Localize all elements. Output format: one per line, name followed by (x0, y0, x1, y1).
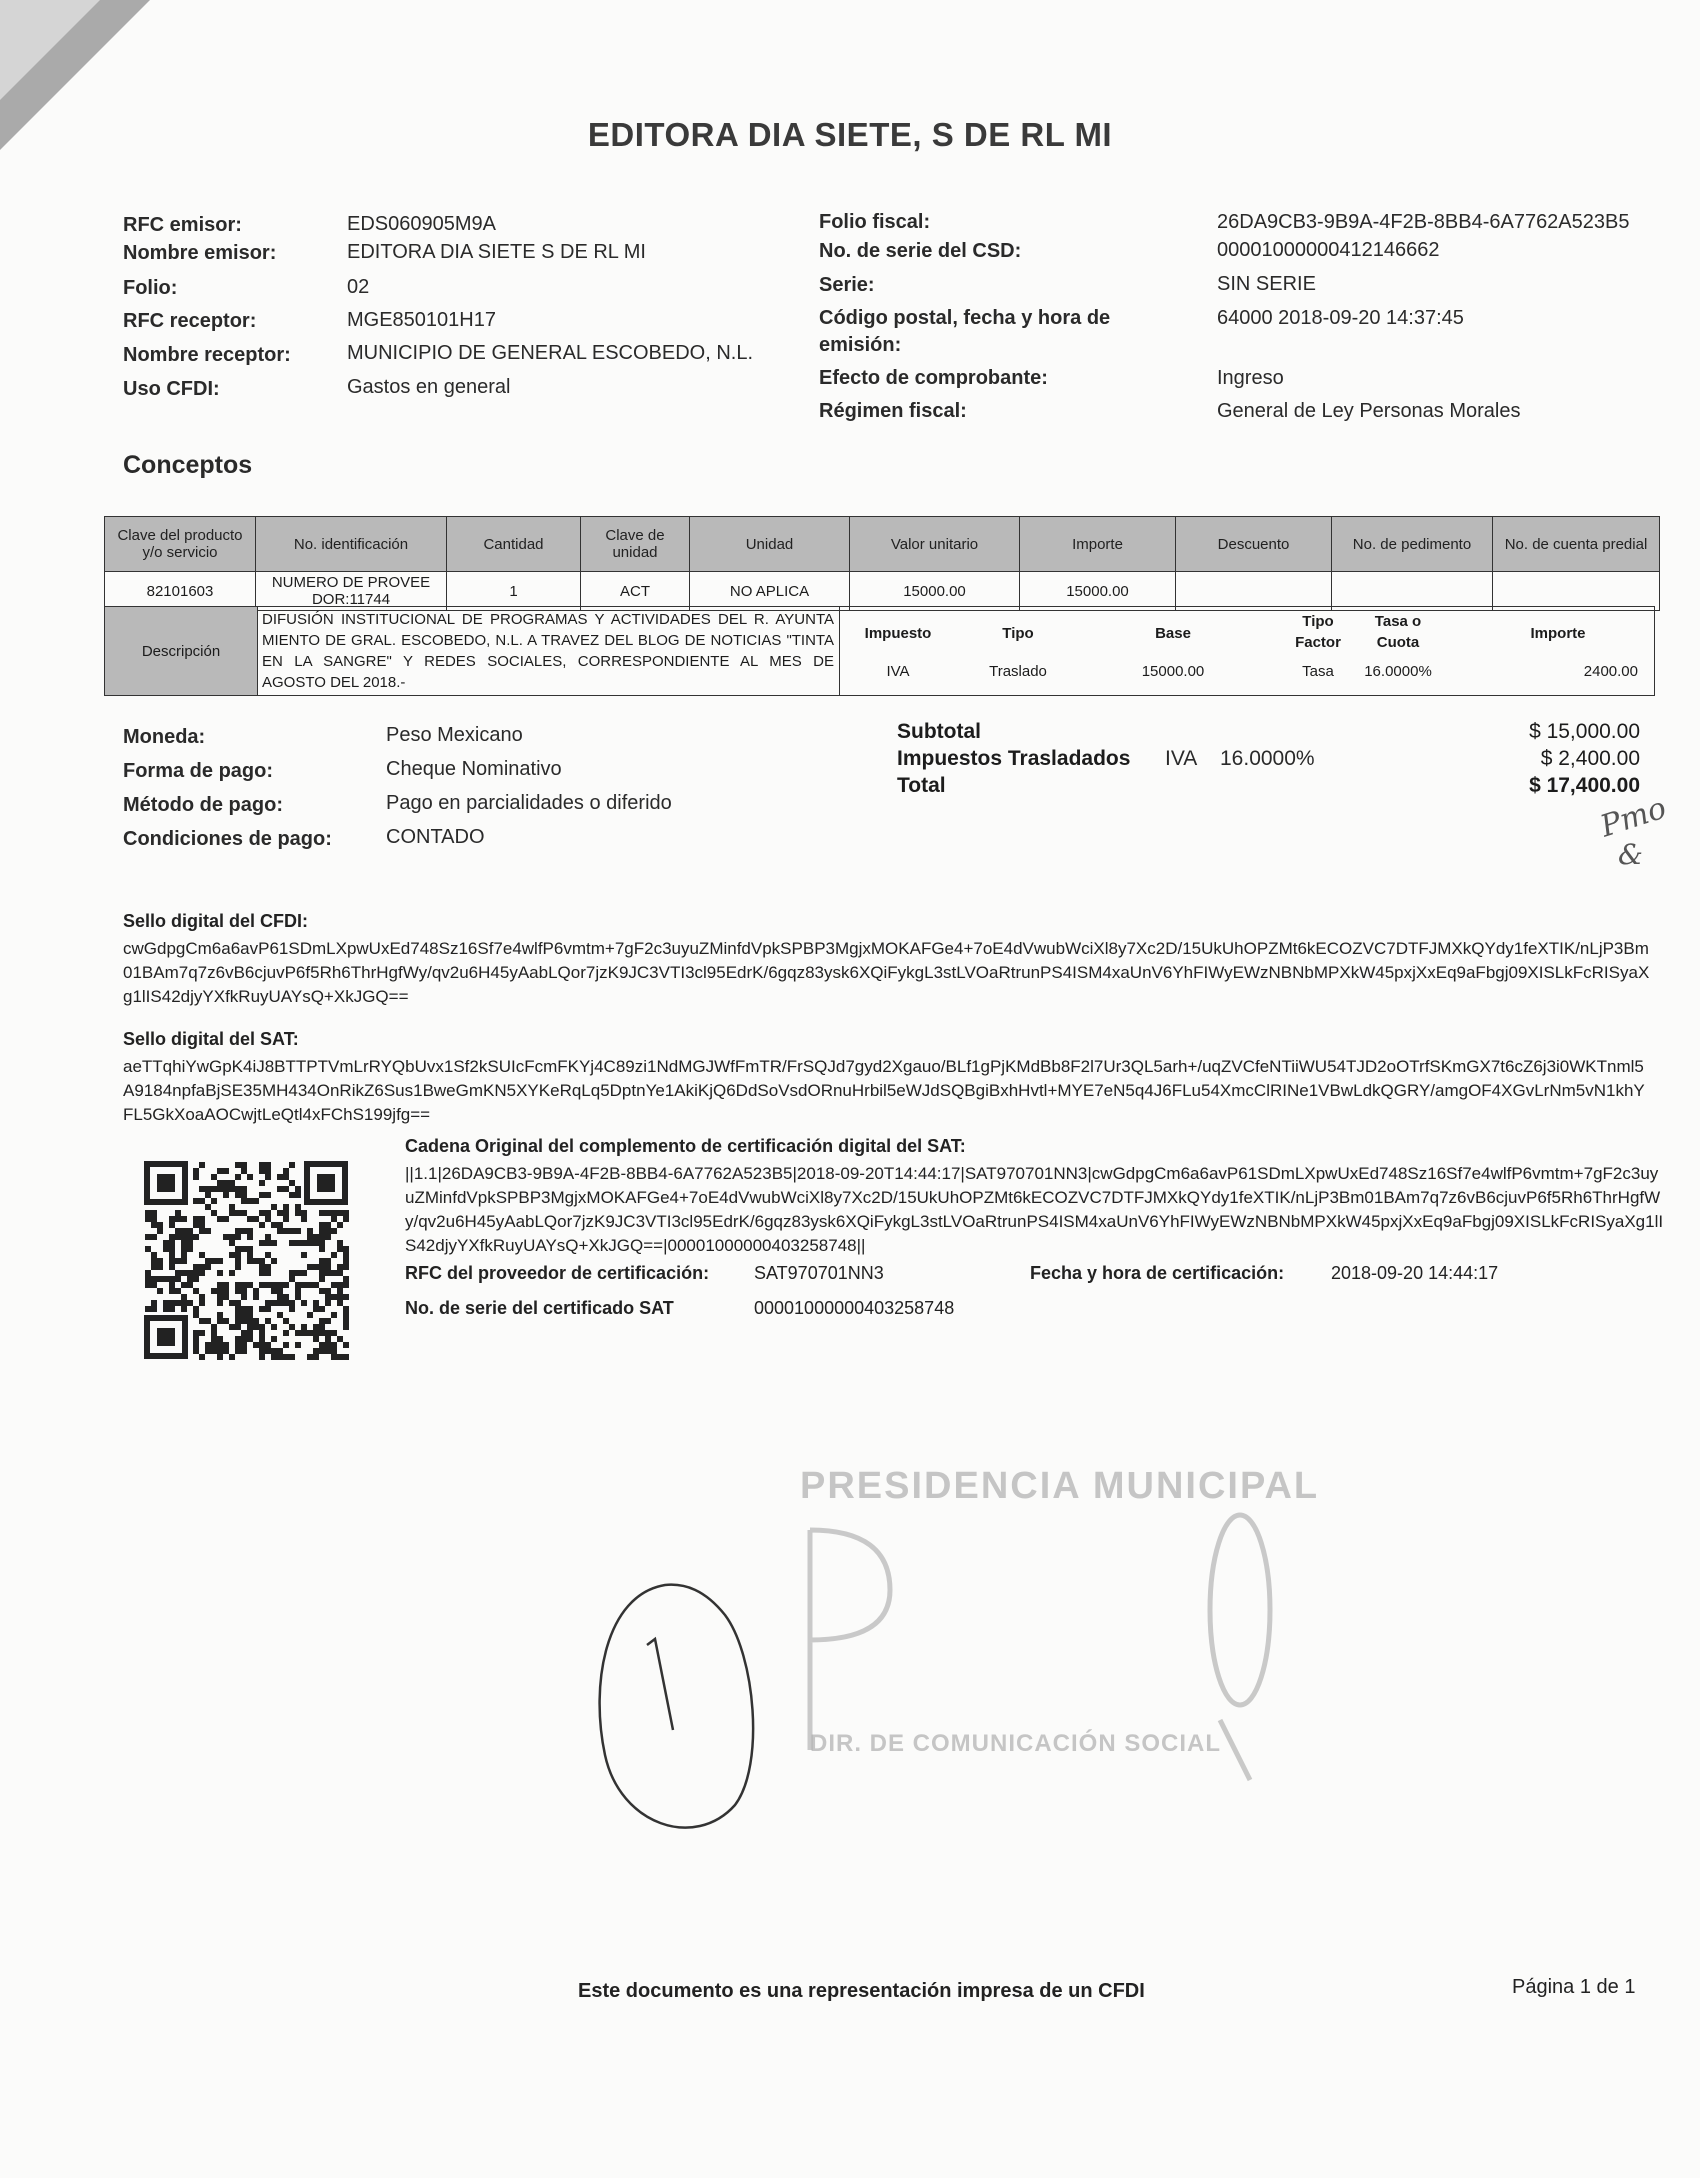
total-label: Total (897, 774, 946, 797)
tax-value-tipo-factor: Tasa (1302, 663, 1334, 680)
cell-descuento (1176, 572, 1332, 611)
forma-pago-value: Cheque Nominativo (386, 758, 562, 780)
cell-clave-producto: 82101603 (105, 572, 256, 611)
rfc-receptor-value: MGE850101H17 (347, 309, 496, 331)
nombre-emisor-label: Nombre emisor: (123, 242, 277, 264)
serie-certificado-sat-value: 00001000000403258748 (754, 1298, 955, 1318)
description-box (104, 606, 840, 696)
regimen-label: Régimen fiscal: (819, 400, 967, 422)
col-valor-unitario: Valor unitario (850, 517, 1020, 572)
cell-cantidad: 1 (447, 572, 581, 611)
forma-pago-label: Forma de pago: (123, 760, 274, 782)
serie-certificado-sat-label: No. de serie del certificado SAT (405, 1298, 674, 1318)
sello-sat-label: Sello digital del SAT: (123, 1029, 299, 1049)
sello-cfdi-label: Sello digital del CFDI: (123, 911, 309, 931)
page-indicator: Página 1 de 1 (1512, 1976, 1636, 1998)
tax-header-importe: Importe (1530, 625, 1586, 642)
cell-clave-unidad: ACT (581, 572, 690, 611)
col-descuento: Descuento (1176, 517, 1332, 572)
nombre-receptor-label: Nombre receptor: (123, 344, 291, 366)
handwritten-circle-one-icon (585, 1575, 760, 1855)
tax-header-base: Base (1155, 625, 1191, 642)
tax-header-tipo: Tipo (1002, 625, 1034, 642)
col-unidad: Unidad (690, 517, 850, 572)
taxes-label: Impuestos Trasladados (897, 747, 1131, 770)
nombre-emisor-value: EDITORA DIA SIETE S DE RL MI (347, 241, 646, 263)
tax-detail-box (838, 606, 1655, 696)
sello-sat-value: aeTTqhiYwGpK4iJ8BTTPTVmLrRYQbUvx1Sf2kSUIcFcmFKYj4C89zi1NdMGJWfFmTR/FrSQJd7gyd2Xgauo/BLf1gPjKMdBb8F2l7Ur3QL5arh+/uqZVCfeNTiiWU54TJD2oOTrfSKmGX7t6cZ6j3i0WKTnml5A9184npfaBjSE35MH434OnRikZ6Sus1BweGmKN5XYKeRqLq5DptnYe1AkiKjQ6DdSoVsdORnuHrbil5eWJdSQBgiBxhHvtl+MYE7eN5q4J6FLu54XmcClRINe1VBwLdkQGRY/amgOF4XGvLrNm5vN1khYFL5GkXoaAOCwjtLeQtl4xFChS199jfg== (123, 1057, 1645, 1124)
nombre-receptor-value: MUNICIPIO DE GENERAL ESCOBEDO, N.L. (347, 342, 754, 364)
moneda-label: Moneda: (123, 726, 206, 748)
subtotal-value: $ 15,000.00 (1529, 720, 1640, 743)
folio-fiscal-label: Folio fiscal: (819, 211, 931, 233)
rfc-proveedor-label: RFC del proveedor de certificación: (405, 1263, 710, 1283)
cp-fecha-label-2: emisión: (819, 334, 902, 356)
conceptos-table (104, 516, 1660, 611)
total-value: $ 17,400.00 (1529, 774, 1640, 797)
cadena-original-value: ||1.1|26DA9CB3-9B9A-4F2B-8BB4-6A7762A523B5|2018-09-20T14:44:17|SAT970701NN3|cwGdpgCm6a6avP61SDmLXpwUxEd748Sz16Sf7e4wlfP6vmtm+7gF2c3uyuZMinfdVpkSPBP3MgjxMOKAFGe4+7oE4dVwubWciXl8y7Xc2D/15UkUhOPZMt6kECOZVC7DTFJMXkQYdy1feXTIK/nLjP3Bm01BAm7q7z6vB6cjuvP6f5Rh6ThrHgfWy/qv2u6H45yAabLQor7jzK9JC3VTI3cl95EdrK/6gqz83ysk6XQiFykgL3stLVOaRtrunPS4ISM4xaUnV6YhFIWyEWzNBNbMPXkW45pxjXxEq9aFbgj09XISLkFcRISyaXg1lIS42djyYXfkRuyUAYsQ+XkJGQ==|00001000000403258748|| (405, 1164, 1664, 1255)
col-no-cuenta-predial: No. de cuenta predial (1493, 517, 1660, 572)
conceptos-header-row (105, 517, 1660, 572)
tax-header-impuesto: Impuesto (864, 625, 932, 642)
cell-unidad: NO APLICA (690, 572, 850, 611)
rfc-proveedor-value: SAT970701NN3 (754, 1263, 884, 1283)
efecto-value: Ingreso (1217, 367, 1284, 389)
conceptos-heading: Conceptos (123, 451, 253, 479)
condiciones-pago-label: Condiciones de pago: (123, 828, 332, 850)
subtotal-label: Subtotal (897, 720, 981, 743)
serie-csd-label: No. de serie del CSD: (819, 240, 1022, 262)
description-label: Descripción (105, 607, 258, 695)
col-cantidad: Cantidad (447, 517, 581, 572)
cadena-original-label: Cadena Original del complemento de certificación digital del SAT: (405, 1136, 966, 1156)
cell-no-pedimento (1332, 572, 1493, 611)
cell-no-identificacion: NUMERO DE PROVEE DOR:11744 (256, 572, 447, 611)
taxes-value: $ 2,400.00 (1540, 747, 1640, 770)
rfc-receptor-label: RFC receptor: (123, 310, 257, 332)
taxes-rate: 16.0000% (1220, 747, 1315, 770)
metodo-pago-label: Método de pago: (123, 794, 283, 816)
stamp-top-text: PRESIDENCIA MUNICIPAL (800, 1465, 1320, 1507)
cp-fecha-label: Código postal, fecha y hora de (819, 307, 1111, 329)
cell-valor-unitario: 15000.00 (850, 572, 1020, 611)
col-clave-producto: Clave del producto y/o servicio (105, 517, 256, 572)
col-importe: Importe (1020, 517, 1176, 572)
issuer-title: EDITORA DIA SIETE, S DE RL MI (587, 116, 1113, 153)
efecto-label: Efecto de comprobante: (819, 367, 1048, 389)
col-clave-unidad: Clave de unidad (581, 517, 690, 572)
description-text: DIFUSIÓN INSTITUCIONAL DE PROGRAMAS Y ACTIVIDADES DEL R. AYUNTA MIENTO DE GRAL. ESCOBEDO, N.L. A TRAVEZ DEL BLOG DE NOTICIAS "TINTA EN LA SANGRE" Y REDES SOCIALES, CORRESPONDIENTE AL MES DE AGOSTO DEL 2018.- (262, 611, 834, 691)
cp-fecha-value: 64000 2018-09-20 14:37:45 (1217, 307, 1464, 329)
handwritten-mark: & (1618, 838, 1643, 871)
rfc-emisor-label: RFC emisor: (123, 214, 242, 236)
uso-cfdi-label: Uso CFDI: (123, 378, 220, 400)
moneda-value: Peso Mexicano (386, 724, 523, 746)
table-row (105, 572, 1660, 611)
tax-value-tipo: Traslado (989, 663, 1047, 680)
serie-value: SIN SERIE (1217, 273, 1316, 295)
scan-corner-fold-inner (0, 0, 100, 100)
fecha-certificacion-label: Fecha y hora de certificación: (1030, 1263, 1285, 1283)
tax-header-tasa-cuota: Tasa o Cuota (1374, 613, 1422, 651)
folio-label: Folio: (123, 277, 178, 299)
col-no-identificacion: No. identificación (256, 517, 447, 572)
col-no-pedimento: No. de pedimento (1332, 517, 1493, 572)
handwritten-note: Pmo (1596, 790, 1671, 845)
tax-header-tipo-factor: Tipo Factor (1295, 613, 1341, 651)
stamp-bottom-text: DIR. DE COMUNICACIÓN SOCIAL (810, 1730, 1221, 1757)
tax-value-base: 15000.00 (1141, 663, 1205, 680)
sello-cfdi-value: cwGdpgCm6a6avP61SDmLXpwUxEd748Sz16Sf7e4wlfP6vmtm+7gF2c3uyuZMinfdVpkSPBP3MgjxMOKAFGe4+7oE4dVwubWciXl8y7Xc2D/15UkUhOPZMt6kECOZVC7DTFJMXkQYdy1feXTIK/nLjP3Bm01BAm7q7z6vB6cjuvP6f5Rh6ThrHgfWy/qv2u6H45yAabLQor7jzK9JC3VTI3cl95EdrK/6gqz83ysk6XQiFykgL3stLVOaRtrunPS4ISM4xaUnV6YhFIWyEWzNBNbMPXkW45pxjXxEq9aFbgj09XISLkFcRISyaXg1lIS42djyYXfkRuyUAYsQ+XkJGQ== (123, 939, 1650, 1006)
tax-value-importe: 2400.00 (1583, 663, 1638, 680)
cell-importe: 15000.00 (1020, 572, 1176, 611)
tax-value-tasa: 16.0000% (1364, 663, 1432, 680)
footer-note: Este documento es una representación impresa de un CFDI (578, 1980, 1145, 2002)
cell-no-cuenta-predial (1493, 572, 1660, 611)
folio-fiscal-value: 26DA9CB3-9B9A-4F2B-8BB4-6A7762A523B5 (1217, 211, 1630, 233)
fecha-certificacion-value: 2018-09-20 14:44:17 (1331, 1263, 1499, 1283)
folio-value: 02 (347, 276, 370, 298)
condiciones-pago-value: CONTADO (386, 826, 485, 848)
taxes-type: IVA (1165, 747, 1198, 770)
qr-code-icon (143, 1160, 349, 1360)
serie-label: Serie: (819, 274, 875, 296)
serie-csd-value: 00001000000412146662 (1217, 239, 1440, 261)
rfc-emisor-value: EDS060905M9A (347, 213, 496, 235)
uso-cfdi-value: Gastos en general (347, 376, 511, 398)
metodo-pago-value: Pago en parcialidades o diferido (386, 792, 672, 814)
regimen-value: General de Ley Personas Morales (1217, 400, 1521, 422)
tax-value-impuesto: IVA (886, 663, 910, 680)
